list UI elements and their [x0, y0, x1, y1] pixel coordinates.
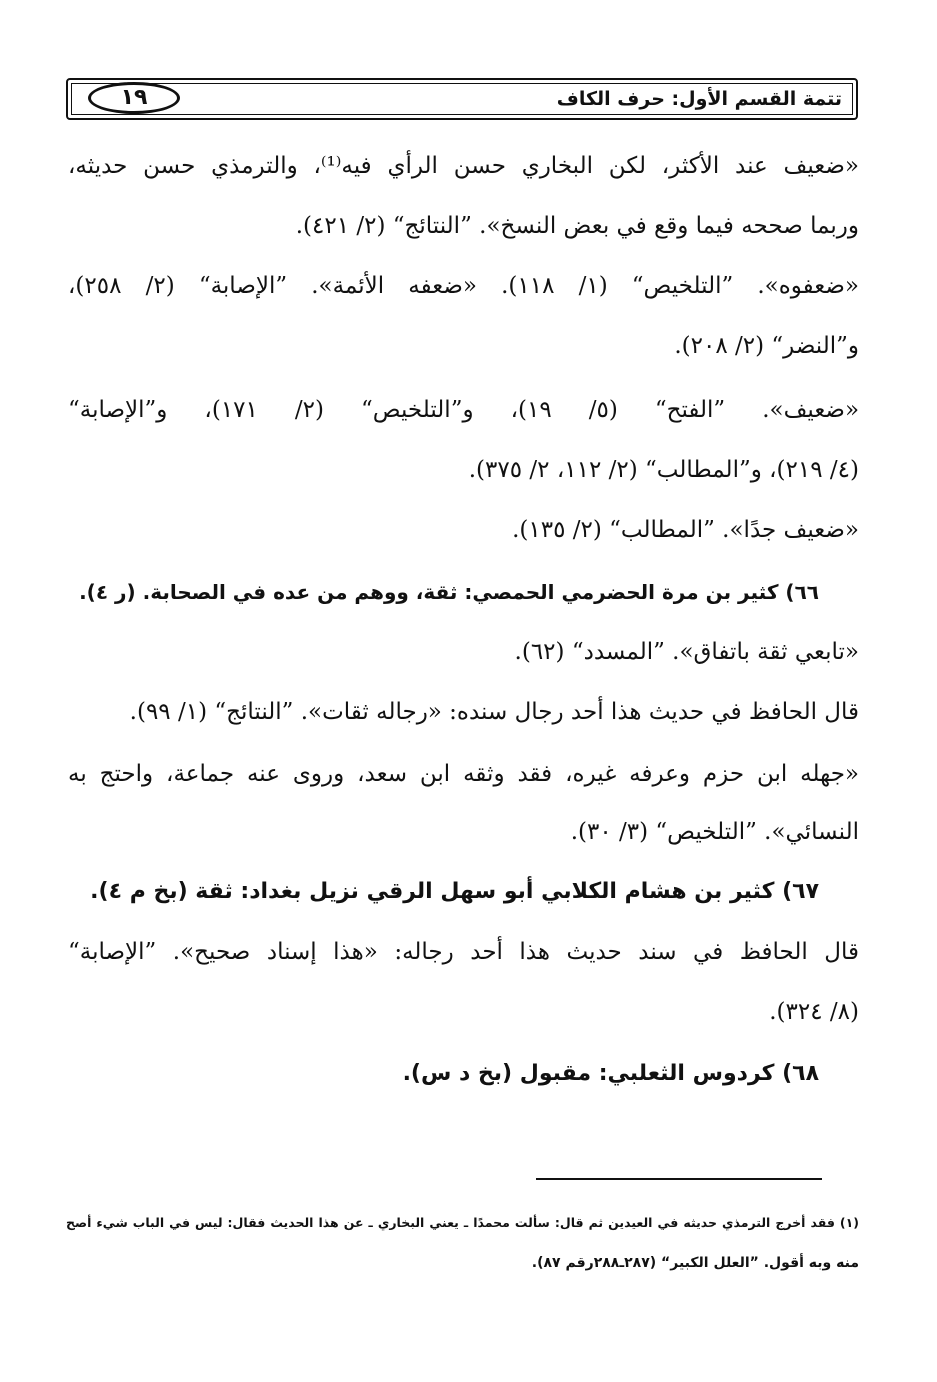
body-line-6: (٤/ ٢١٩)، و”المطالب“ (٢/ ١١٢، ٢/ ٣٧٥). — [468, 457, 859, 483]
entry-66-heading: ٦٦) كثير بن مرة الحضرمي الحمصي: ثقة، ووهم من عده في الصحابة. (ر ٤). — [79, 580, 819, 604]
body-line-7: «ضعيف جدًا». ”المطالب“ (٢/ ١٣٥). — [512, 517, 859, 543]
body-line-4: و”النضر“ (٢/ ٢٠٨). — [674, 333, 859, 359]
body-line-3: «ضعفوه». ”التلخيص“ (١/ ١١٨). «ضعفه الأئمة». ”الإصابة“ (٢/ ٢٥٨)، — [68, 273, 859, 299]
body-line-1: «ضعيف عند الأكثر، لكن البخاري حسن الرأي فيه⁽¹⁾، والترمذي حسن حديثه، — [68, 153, 859, 179]
body-line-5: «ضعيف». ”الفتح“ (٥/ ١٩)، و”التلخيص“ (٢/ ١٧١)، و”الإصابة“ — [68, 397, 860, 423]
header-title: تتمة القسم الأول: حرف الكاف — [556, 88, 842, 110]
entry-67-heading: ٦٧) كثير بن هشام الكلابي أبو سهل الرقي نزيل بغداد: ثقة (بخ م ٤). — [90, 879, 819, 904]
body-line-11: «جهله ابن حزم وعرفه غيره، فقد وثقه ابن سعد، وروى عنه جماعة، واحتج به — [68, 761, 859, 787]
running-header — [66, 78, 858, 120]
footnote-line-1: (١) فقد أخرج الترمذي حديثه في العيدين ثم قال: سألت محمدًا ـ يعني البخاري ـ عن هذا الحديث فقال: ليس في الباب شيء أصح — [66, 1215, 859, 1230]
body-line-2: وربما صححه فيما وقع في بعض النسخ». ”النتائج“ (٢/ ٤٢١). — [295, 213, 859, 239]
body-line-10: قال الحافظ في حديث هذا أحد رجال سنده: «رجاله ثقات». ”النتائج“ (١/ ٩٩). — [129, 699, 859, 725]
footnote-separator — [536, 1178, 822, 1180]
entry-68-heading: ٦٨) كردوس الثعلبي: مقبول (بخ د س). — [402, 1061, 819, 1086]
body-line-9: «تابعي ثقة باتفاق». ”المسدد“ (٦٢). — [514, 639, 859, 665]
page-number: ١٩ — [88, 82, 180, 114]
body-line-15: (٨/ ٣٢٤). — [769, 999, 859, 1025]
body-line-12: النسائي». ”التلخيص“ (٣/ ٣٠). — [570, 819, 859, 845]
footnote-line-2: منه وبه أقول. ”العلل الكبير“ (٢٨٧ـ٢٨٨رقم ٨٧). — [531, 1255, 859, 1271]
body-line-14: قال الحافظ في سند حديث هذا أحد رجاله: «هذا إسناد صحيح». ”الإصابة“ — [68, 939, 859, 965]
